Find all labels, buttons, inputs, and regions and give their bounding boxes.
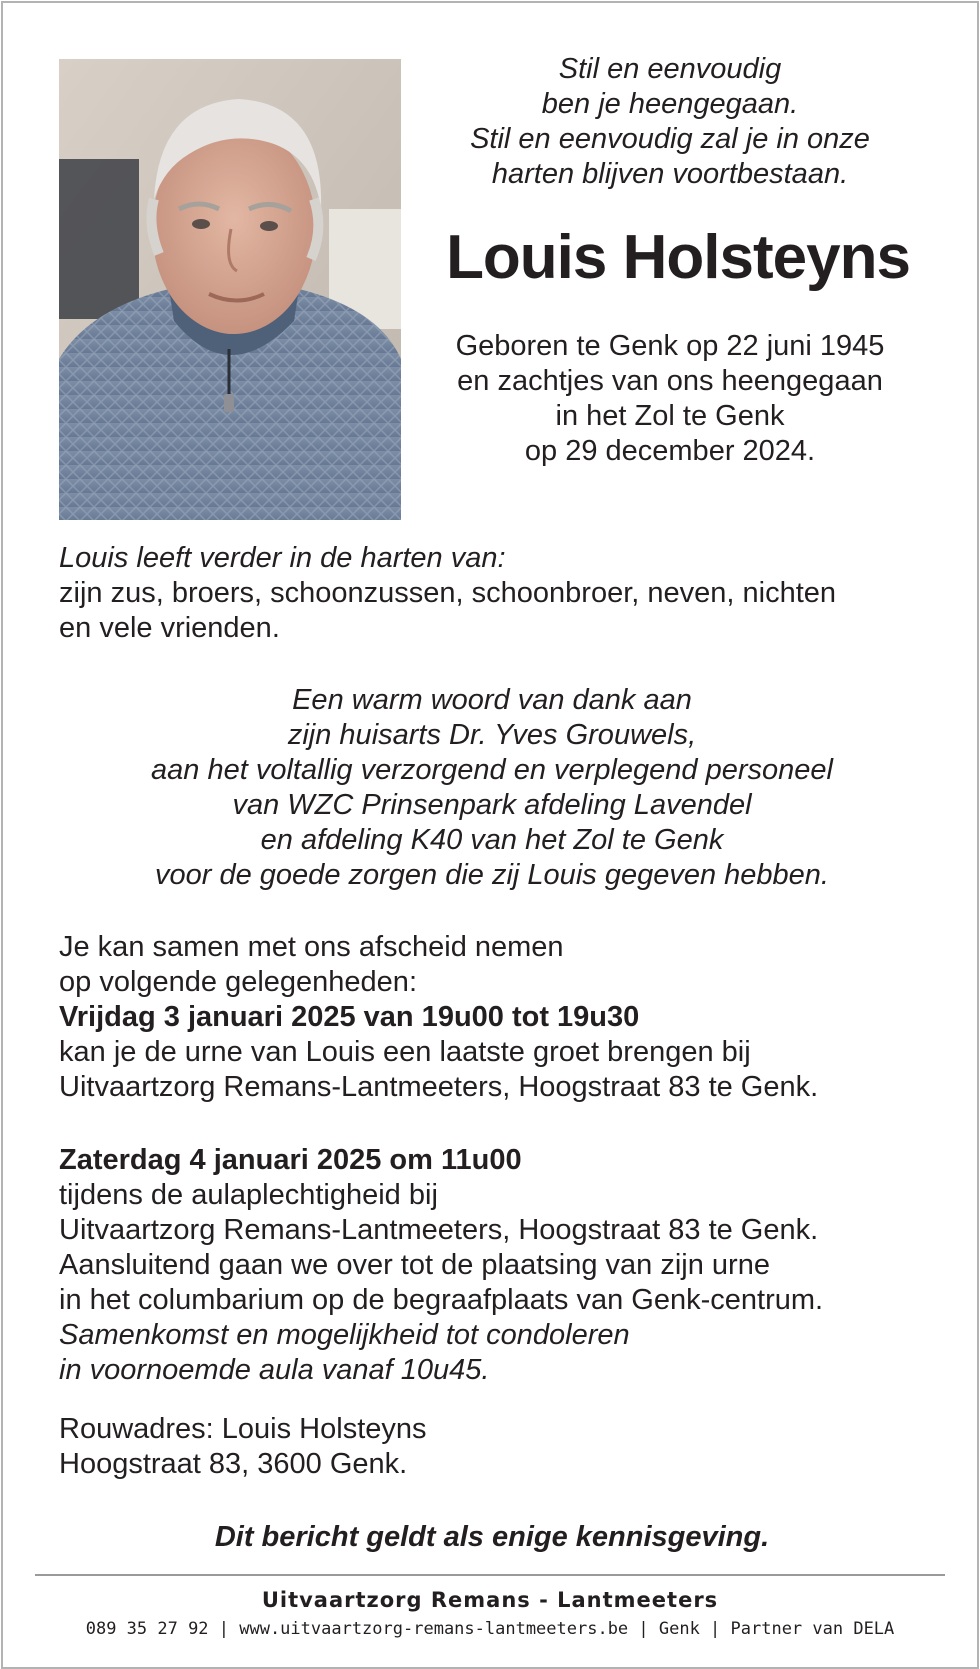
- portrait-photo: [59, 59, 401, 520]
- thanks-line: Een warm woord van dank aan: [292, 684, 692, 716]
- condolence-line: Samenkomst en mogelijkheid tot condoleren: [59, 1319, 630, 1351]
- farewell-section: [59, 930, 939, 1105]
- lives-on-line: en vele vrienden.: [59, 612, 280, 644]
- memorial-poem: [430, 52, 910, 192]
- saturday-line: in het columbarium op de begraafplaats van Genk-centrum.: [59, 1284, 824, 1316]
- address-line: Hoogstraat 83, 3600 Genk.: [59, 1448, 408, 1480]
- birth-death-details: [430, 329, 910, 469]
- friday-heading: Vrijdag 3 januari 2025 van 19u00 tot 19u30: [59, 1001, 640, 1033]
- friday-line: kan je de urne van Louis een laatste groet brengen bij: [59, 1036, 751, 1068]
- birth-death-line: Geboren te Genk op 22 juni 1945: [455, 330, 885, 362]
- saturday-line: Aansluitend gaan we over tot de plaatsing van zijn urne: [59, 1249, 770, 1281]
- thanks-line: en afdeling K40 van het Zol te Genk: [260, 824, 724, 856]
- mourning-address: [59, 1412, 939, 1482]
- condolence-line: in voornoemde aula vanaf 10u45.: [59, 1354, 490, 1386]
- funeral-home-name: Uitvaartzorg Remans - Lantmeeters: [261, 1588, 719, 1612]
- lives-on-line: zijn zus, broers, schoonzussen, schoonbroer, neven, nichten: [59, 577, 837, 609]
- saturday-section: [59, 1143, 939, 1388]
- birth-death-line: en zachtjes van ons heengegaan: [457, 365, 883, 397]
- poem-line: harten blijven voortbestaan.: [491, 158, 849, 190]
- saturday-line: tijdens de aulaplechtigheid bij: [59, 1179, 438, 1211]
- thanks-line: van WZC Prinsenpark afdeling Lavendel: [232, 789, 752, 821]
- thanks-line: aan het voltallig verzorgend en verplegend personeel: [151, 754, 833, 786]
- deceased-name: Louis Holsteyns: [446, 223, 910, 292]
- lives-on-intro: Louis leeft verder in de harten van:: [59, 542, 506, 574]
- poem-line: ben je heengegaan.: [541, 88, 799, 120]
- address-line: Rouwadres: Louis Holsteyns: [59, 1413, 427, 1445]
- farewell-intro-line: op volgende gelegenheden:: [59, 966, 417, 998]
- friday-line: Uitvaartzorg Remans-Lantmeeters, Hoogstraat 83 te Genk.: [59, 1071, 819, 1103]
- poem-line: Stil en eenvoudig zal je in onze: [470, 123, 870, 155]
- poem-line: Stil en eenvoudig: [558, 53, 782, 85]
- saturday-heading: Zaterdag 4 januari 2025 om 11u00: [59, 1144, 522, 1176]
- saturday-line: Uitvaartzorg Remans-Lantmeeters, Hoogstraat 83 te Genk.: [59, 1214, 819, 1246]
- lives-on-section: [59, 541, 939, 646]
- birth-death-line: op 29 december 2024.: [524, 435, 816, 467]
- funeral-home-contact: 089 35 27 92 | www.uitvaartzorg-remans-lantmeeters.be | Genk | Partner van DELA: [85, 1619, 895, 1639]
- footer-divider: [35, 1574, 945, 1576]
- thanks-line: voor de goede zorgen die zij Louis gegeven hebben.: [155, 859, 829, 891]
- thanks-section: [59, 683, 925, 893]
- thanks-line: zijn huisarts Dr. Yves Grouwels,: [287, 719, 697, 751]
- notice-text: Dit bericht geldt als enige kennisgeving.: [214, 1521, 770, 1553]
- birth-death-line: in het Zol te Genk: [555, 400, 785, 432]
- farewell-intro-line: Je kan samen met ons afscheid nemen: [59, 931, 564, 963]
